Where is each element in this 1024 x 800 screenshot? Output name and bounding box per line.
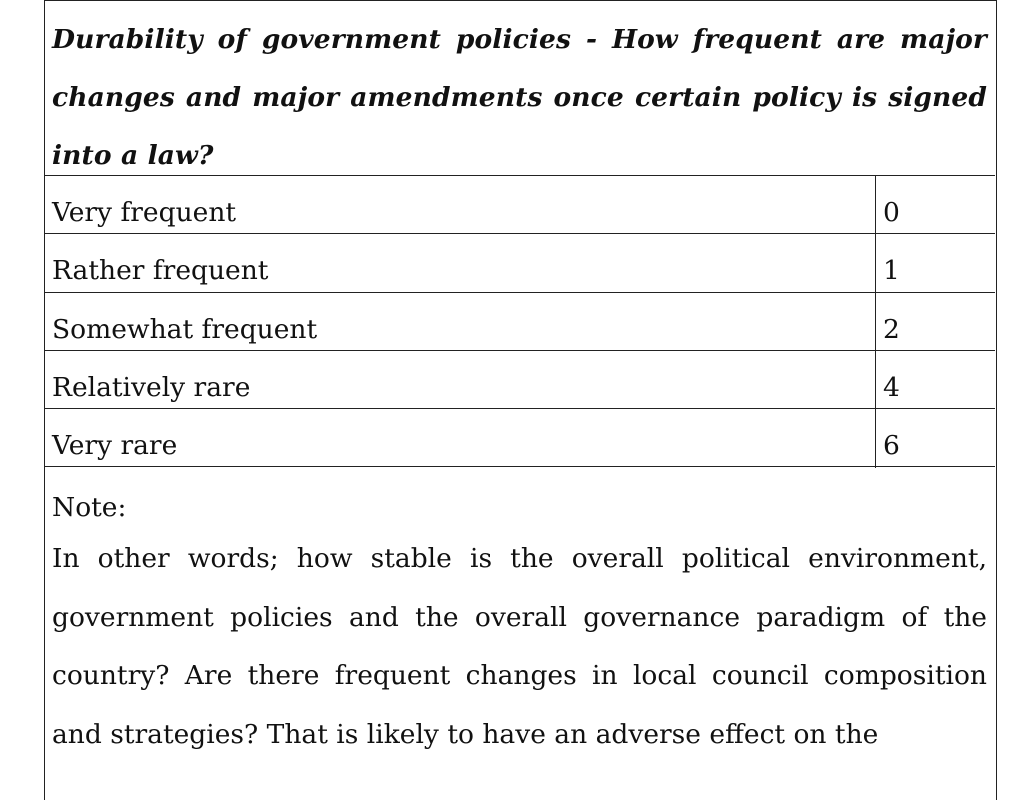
option-score: 4 (883, 371, 900, 403)
question-header-cell (45, 1, 995, 176)
question-title: Durability of government policies - How frequent are major changes and major amendments once certain policy is signed into a law? (52, 24, 987, 171)
option-score: 2 (883, 313, 900, 345)
column-divider (875, 234, 876, 293)
column-divider (875, 351, 876, 410)
option-label: Somewhat frequent (52, 313, 318, 345)
option-row-very-frequent (45, 176, 995, 234)
options-list (45, 176, 995, 467)
note-body: In other words; how stable is the overall political environment, government policies and the overall governance paradigm of the country? Are there frequent changes in local council composition and strategies? That is likely to have an adverse effect on the (52, 543, 987, 750)
note-heading: Note: (52, 492, 127, 523)
option-label: Very rare (52, 430, 178, 462)
option-row-very-rare (45, 409, 995, 467)
option-label: Relatively rare (52, 371, 251, 403)
option-label: Very frequent (52, 197, 237, 228)
option-score: 6 (883, 430, 900, 462)
option-label: Rather frequent (52, 255, 269, 287)
option-row-somewhat-frequent (45, 293, 995, 351)
option-score: 1 (883, 255, 900, 287)
note-cell (45, 468, 995, 764)
rating-table (44, 0, 997, 800)
option-row-rather-frequent (45, 234, 995, 292)
option-row-relatively-rare (45, 351, 995, 409)
column-divider (875, 409, 876, 468)
column-divider (875, 176, 876, 235)
column-divider (875, 293, 876, 352)
option-score: 0 (883, 197, 900, 228)
